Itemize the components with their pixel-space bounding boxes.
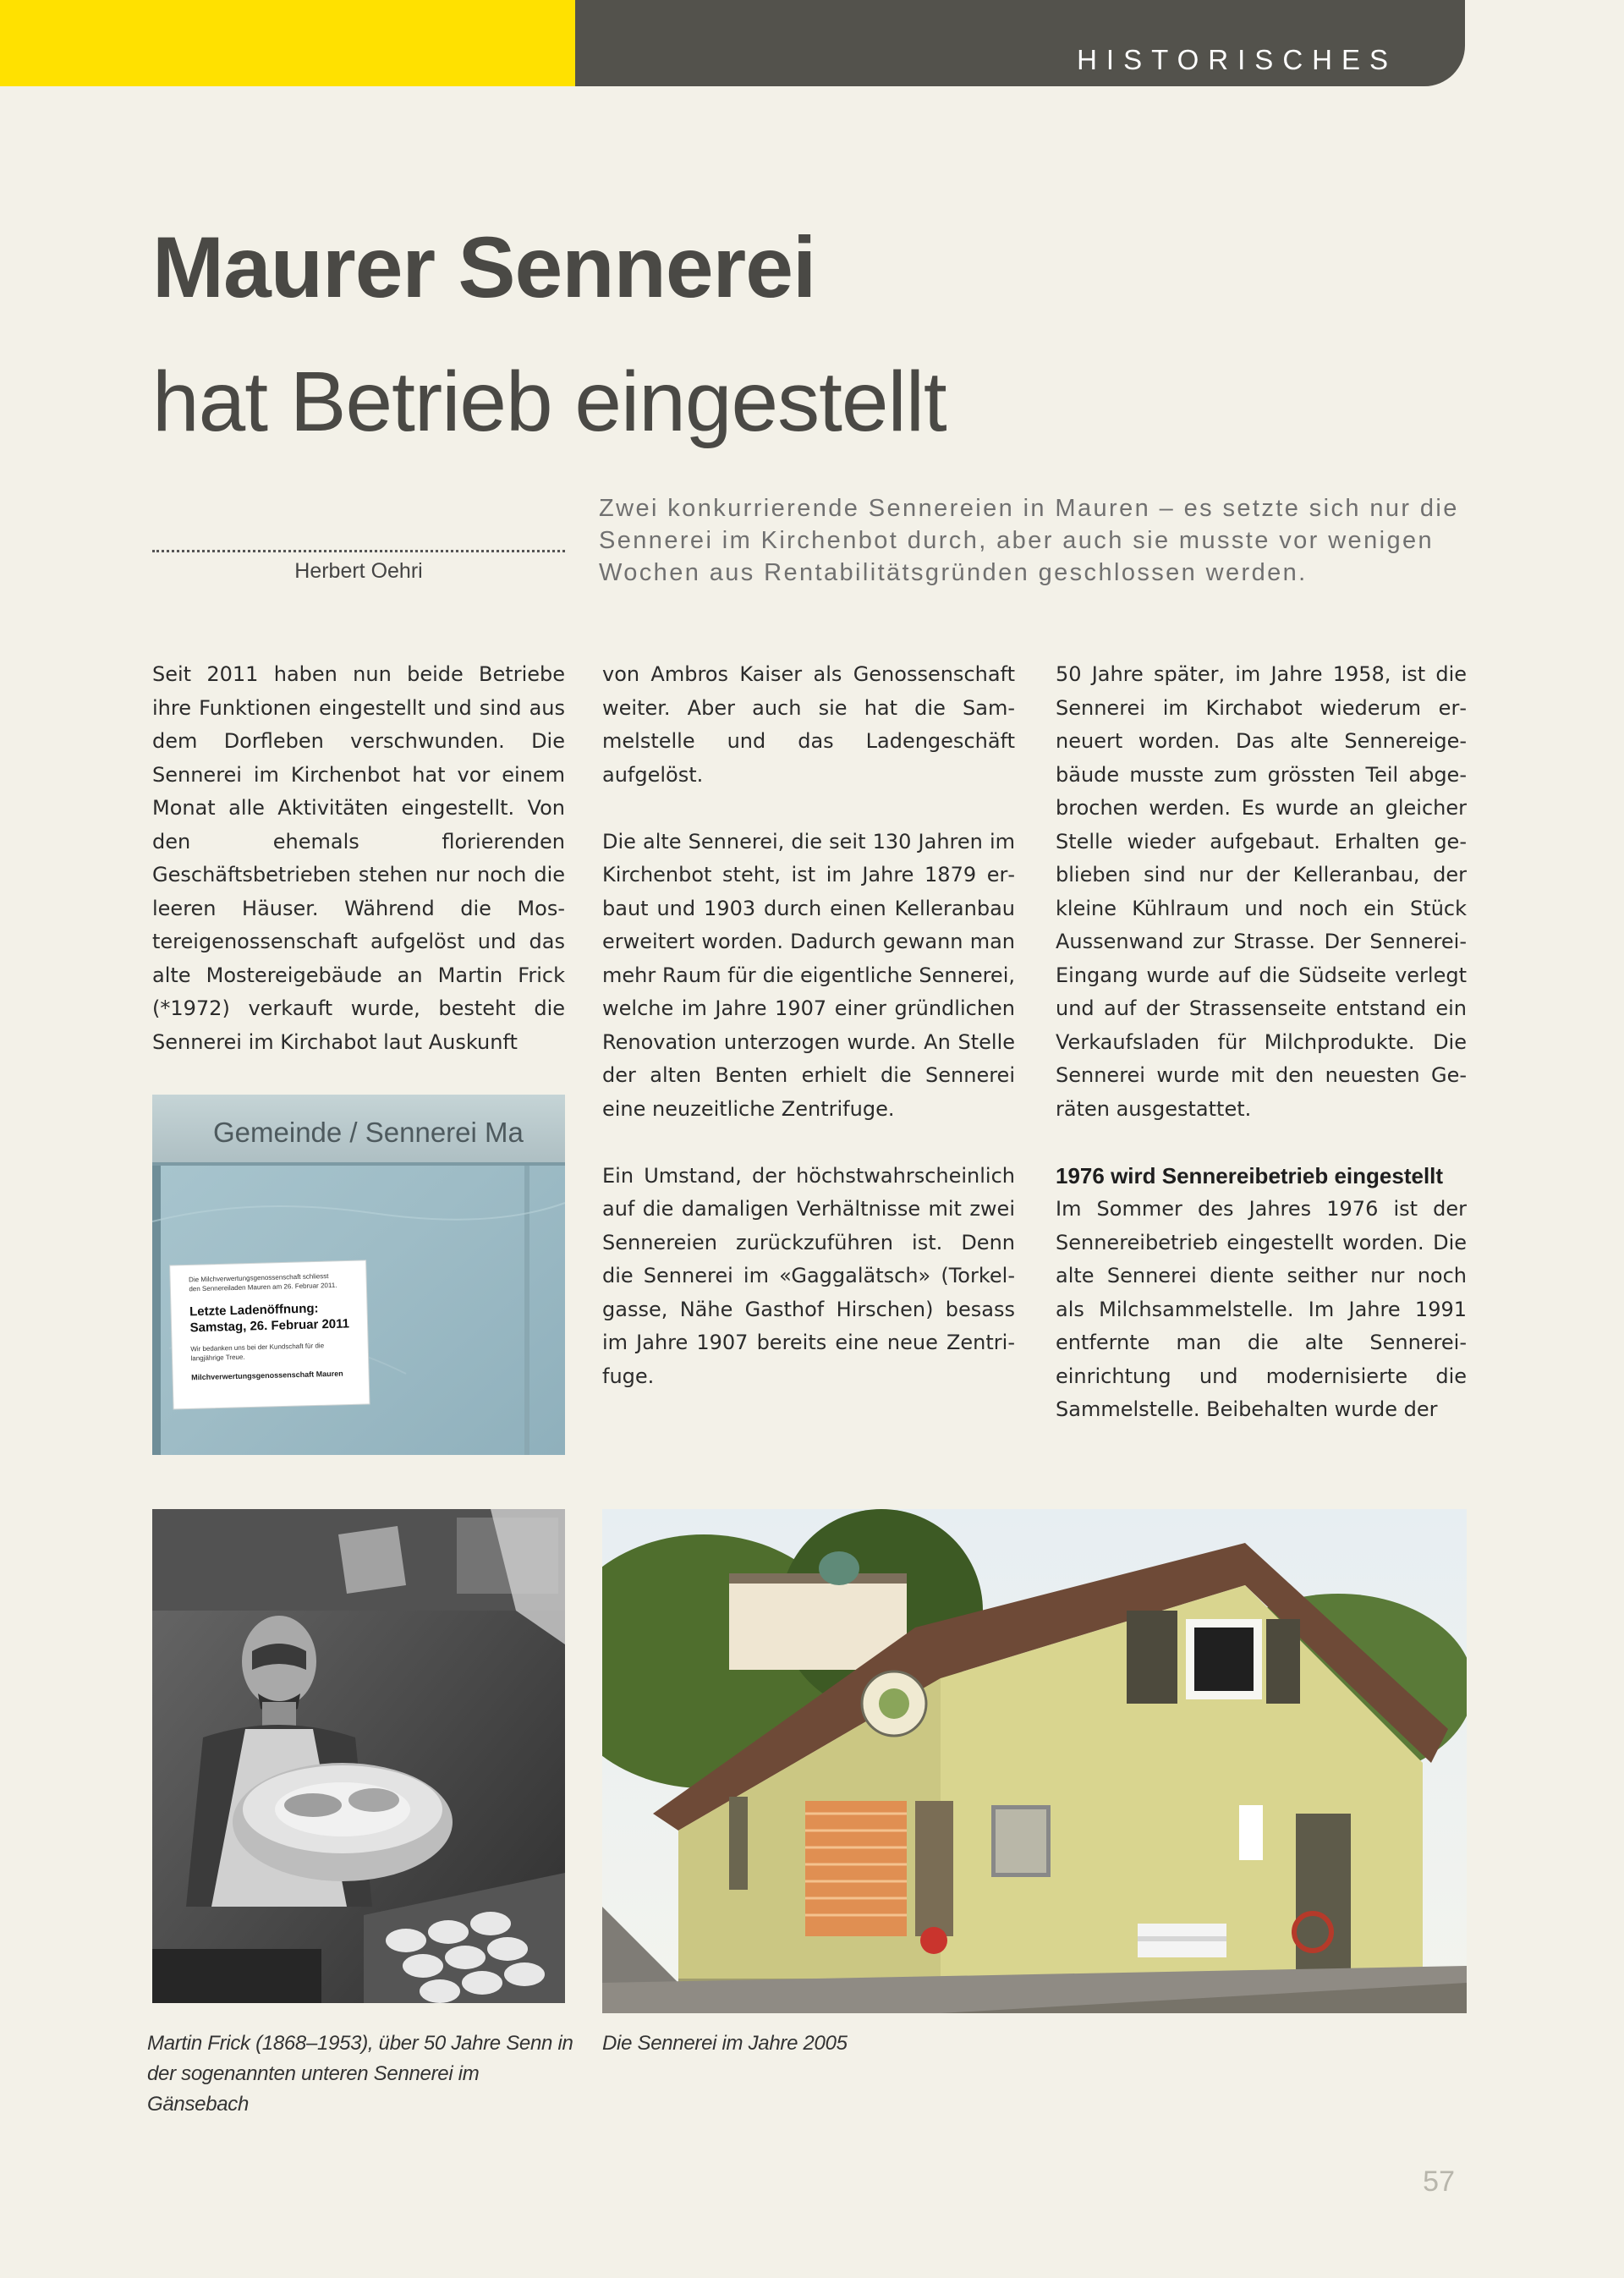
article-title: Maurer Sennerei bbox=[152, 219, 816, 316]
text-column-1 bbox=[152, 658, 565, 1059]
header-accent-bar bbox=[0, 0, 575, 86]
photo-caption-building: Die Sennerei im Jahre 2005 bbox=[602, 2032, 848, 2055]
paragraph: 50 Jahre später, im Jahre 1958, ist die Sennerei im Kirchabot wiederum erneuert worden. Das alte Sennereigebäude musste zum grössten Teil abgebrochen werden. Es wurde an gleicher Stelle wieder aufgebaut. Erhalten geblieben sind nur der Kelleranbau, der kleine Kühlraum und noch ein Stück Aussenwand zur Strasse. Der Sennerei-Eingang wurde auf die Südseite verlegt und auf der Strassenseite entstand ein Verkaufsladen für Milchprodukte. Die Sennerei wurde mit den neuesten Geräten ausgestattet. bbox=[1056, 662, 1467, 1121]
shop-banner-text: Gemeinde / Sennerei Ma bbox=[213, 1117, 524, 1148]
text-column-2 bbox=[602, 658, 1015, 1393]
notice-line: langjährige Treue. bbox=[190, 1353, 245, 1363]
notice-line: Die Milchverwertungsgenossenschaft schliesst bbox=[188, 1272, 329, 1284]
text-column-3 bbox=[1056, 658, 1467, 1427]
photo-martin-frick bbox=[152, 1509, 565, 2003]
page-number: 57 bbox=[1423, 2165, 1455, 2198]
notice-line: Wir bedanken uns bei der Kundschaft für die bbox=[190, 1342, 325, 1353]
author-divider bbox=[152, 550, 565, 552]
notice-heading: Samstag, 26. Februar 2011 bbox=[189, 1316, 350, 1336]
cheesemaker-image bbox=[152, 1509, 565, 2003]
article-lead: Zwei konkurrierende Sennereien in Mauren – es setzte sich nur die Sennerei im Kirchenbot durch, aber auch sie musste vor wenigen Wochen aus Rentabilitätsgründen geschlossen werden. bbox=[599, 495, 1459, 586]
section-label bbox=[575, 0, 1465, 86]
paragraph: Die alte Sennerei, die seit 130 Jahren im Kirchenbot steht, ist im Jahre 1879 erbaut und 1903 durch einen Kelleranbau erweitert worden. Dadurch gewann man mehr Raum für die eigentliche Sennerei, welche im Jahre 1907 einer gründlichen Renovation unterzogen wurde. An Stelle der alten Benten erhielt die Sennerei eine neuzeitliche Zentrifuge. bbox=[602, 829, 1015, 1121]
paragraph: von Ambros Kaiser als Genossenschaft weiter. Aber auch sie hat die Sammelstelle und das Ladengeschäft aufgelöst. bbox=[602, 662, 1015, 787]
author-name: Herbert Oehri bbox=[294, 559, 423, 583]
notice-heading: Letzte Ladenöffnung: bbox=[189, 1301, 319, 1320]
photo-sennerei-building bbox=[602, 1509, 1467, 2013]
notice-signature: Milchverwertungsgenossenschaft Mauren bbox=[191, 1369, 343, 1382]
paragraph: Seit 2011 haben nun beide Betriebe ihre Funktionen eingestellt und sind aus dem Dorfleben verschwunden. Die Sennerei im Kirchenbot hat vor einem Monat alle Aktivitäten eingestellt. Von den ehemals florierenden Geschäftsbetrieben stehen nur noch die leeren Häuser. Während die Mostereigenossenschaft aufgelöst und das alte Mostereigebäude an Martin Frick (*1972) verkauft wurde, besteht die Sennerei im Kirchabot laut Auskunft bbox=[152, 662, 565, 1054]
photo-caption-man: Martin Frick (1868–1953), über 50 Jahre Senn in der sogenannten unteren Sennerei im Gänsebach bbox=[147, 2032, 573, 2116]
notice-line: den Sennereiladen Mauren am 26. Februar 2011. bbox=[189, 1281, 337, 1293]
building-image bbox=[602, 1509, 1467, 2013]
subheading: 1976 wird Sennereibetrieb eingestellt bbox=[1056, 1162, 1444, 1188]
shop-window-image bbox=[152, 1095, 565, 1455]
photo-shop-window bbox=[152, 1095, 565, 1455]
paragraph: Ein Umstand, der höchstwahrscheinlich auf die damaligen Verhältnisse mit zwei Sennereien zurückzuführen ist. Denn die Sennerei im «Gaggalätsch» (Torkelgasse, Nähe Gasthof Hirschen) besass im Jahre 1907 bereits eine neue Zentrifuge. bbox=[602, 1163, 1015, 1388]
section-label-text: HISTORISCHES bbox=[1077, 44, 1397, 75]
article-subtitle: hat Betrieb eingestellt bbox=[152, 354, 946, 449]
paragraph: Im Sommer des Jahres 1976 ist der Sennereibetrieb eingestellt worden. Die alte Sennerei diente seither nur noch als Milchsammelstelle. Im Jahre 1991 entfernte man die alte Sennereieinrichtung und modernisierte die Sammelstelle. Beibehalten wurde der bbox=[1056, 1197, 1467, 1421]
